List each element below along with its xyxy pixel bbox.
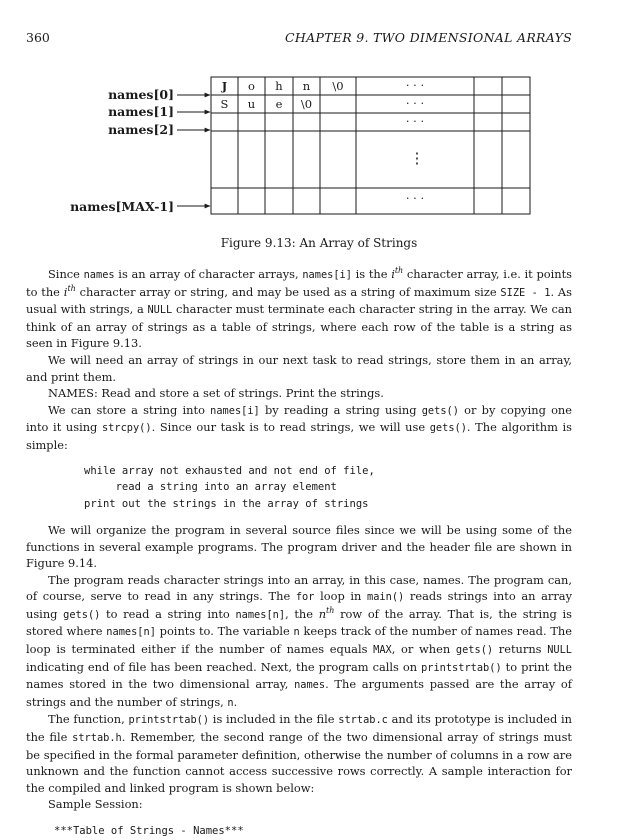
code-run: printstrtab() — [128, 714, 210, 727]
math-run: i — [391, 267, 395, 281]
text-run: . As usual with strings, a — [26, 284, 572, 317]
text-run: The function, — [48, 712, 129, 727]
code-run: gets() — [63, 608, 101, 621]
text-run: Since — [48, 267, 84, 281]
code-run: gets() — [429, 422, 467, 435]
text-run: , the — [285, 606, 319, 621]
code-run: names — [294, 679, 326, 692]
superscript: th — [326, 606, 335, 616]
ellipsis-row-1: · · · — [405, 96, 425, 110]
text-run: . The arguments passed are the array of strings and the number of strings, — [26, 677, 572, 709]
sample-session-output: ***Table of Strings - Names*** — [54, 825, 244, 838]
text-run: character array or string, and may be used as a string of maximum size — [75, 284, 501, 299]
body-text — [26, 266, 572, 840]
code-run: names — [83, 269, 115, 281]
text-run: loop in — [314, 589, 368, 604]
code-run: names[n] — [235, 608, 286, 621]
figure-caption: Figure 9.13: An Array of Strings — [220, 236, 418, 250]
text-run: indicating end of file has been reached. Next, the program calls on — [26, 659, 422, 674]
code-run: n — [227, 696, 234, 709]
ellipsis-row-2: · · · — [405, 114, 425, 128]
text-run: . Since our task is to read strings, we will use — [151, 420, 430, 435]
paragraph-1 — [26, 266, 572, 352]
text-run: character must terminate each character string in the array. We can think of an array of strings as a table of strings, where each row of the table is a string as seen in Figure 9.13. — [26, 302, 572, 351]
paragraph-7 — [26, 711, 572, 796]
code-run: strtab.c — [338, 714, 388, 727]
cell-0-1: o — [248, 79, 255, 93]
row-label-0: names[0] — [108, 87, 174, 102]
code-run: MAX — [373, 644, 392, 657]
cell-1-0: S — [220, 97, 229, 111]
text-run: . — [233, 694, 238, 709]
text-run: We can store a string into — [48, 402, 211, 417]
text-run: by reading a string using — [259, 402, 422, 417]
algorithm-block: while array not exhausted and not end of file, read a string into an array element print out the strings in the array of strings — [84, 464, 375, 511]
text-run: , or when — [391, 642, 456, 657]
code-run: SIZE - 1 — [500, 286, 551, 299]
text-run: to print the names stored in the two dimensional array, — [26, 659, 573, 692]
math-run: i — [63, 284, 68, 299]
paragraph-3: NAMES: Read and store a set of strings. Print the strings. — [48, 386, 384, 401]
code-run: gets() — [455, 644, 494, 657]
text-run: character array, i.e. it points to the — [26, 267, 572, 299]
cell-0-2: h — [275, 79, 283, 93]
code-run: names[i] — [302, 269, 352, 281]
chapter-title: CHAPTER 9. TWO DIMENSIONAL ARRAYS — [285, 30, 572, 45]
paragraph-6 — [26, 572, 572, 712]
row-label-max: names[MAX-1] — [70, 199, 174, 214]
page-number: 360 — [26, 30, 50, 45]
cell-1-1: u — [247, 97, 256, 111]
code-run: n — [293, 626, 300, 639]
paragraph-4 — [26, 402, 572, 454]
string-table-grid — [211, 77, 530, 214]
code-run: strtab.h — [72, 732, 122, 745]
paragraph-2: We will need an array of strings in our next task to read strings, store them in an array, and print them. — [26, 352, 572, 384]
superscript: th — [394, 266, 404, 276]
code-run: strcpy() — [101, 422, 152, 435]
text-run: and its prototype is included in the file — [26, 712, 572, 745]
text-run: returns — [493, 642, 548, 657]
cell-0-4: \0 — [332, 79, 344, 93]
text-run: to read a string into — [100, 606, 236, 621]
row-label-2: names[2] — [108, 122, 174, 137]
math-run: n — [318, 606, 327, 621]
paragraph-8: Sample Session: — [48, 797, 143, 812]
cell-1-2: e — [275, 97, 283, 111]
superscript: th — [67, 283, 76, 293]
text-run: keeps track of the number of names read. The loop is terminated either if the number of names equals — [26, 624, 572, 657]
text-run: points to. The variable — [155, 624, 294, 639]
cell-0-0: J — [221, 79, 228, 93]
paragraph-5: We will organize the program in several source files since we will be using some of the functions in several example programs. The program driver and the header file are shown in Figure 9.14. — [26, 522, 572, 571]
code-run: gets() — [421, 404, 459, 417]
text-run: The program reads character strings into an array, in this case, names. The program can, of course, serve to read in any strings. The — [26, 572, 572, 604]
cell-0-3: n — [302, 79, 311, 93]
text-run: . The algorithm is simple: — [26, 420, 572, 452]
cell-1-3: \0 — [300, 97, 313, 111]
array-of-strings-figure — [0, 0, 638, 230]
ellipsis-row-max: · · · — [405, 191, 425, 205]
text-run: is included in the file — [209, 712, 339, 727]
text-run: is an array of character arrays, — [114, 267, 303, 281]
code-run: names[i] — [210, 404, 260, 417]
code-run: main() — [367, 591, 405, 604]
text-run: is the — [351, 267, 392, 281]
code-run: NULL — [147, 304, 173, 317]
text-run: or by copying one into it using — [26, 402, 573, 435]
code-run: for — [295, 591, 315, 604]
row-label-1: names[1] — [108, 104, 174, 119]
code-run: printstrtab() — [421, 661, 502, 674]
code-run: names[n] — [106, 626, 156, 639]
text-run: row of the array. That is, the string is stored where — [26, 606, 572, 639]
ellipsis-row-0: · · · — [405, 78, 425, 92]
text-run: reads strings into an array using — [26, 589, 573, 621]
vertical-ellipsis: ⋮ — [409, 149, 425, 167]
text-run: . Remember, the second range of the two dimensional array of strings must be specified in the formal parameter definition, otherwise the number of columns in a row are unknown and the function cannot access successive rows correctly. A sample interaction for the compiled and linked program is shown below: — [26, 730, 572, 795]
code-run: NULL — [547, 644, 573, 657]
